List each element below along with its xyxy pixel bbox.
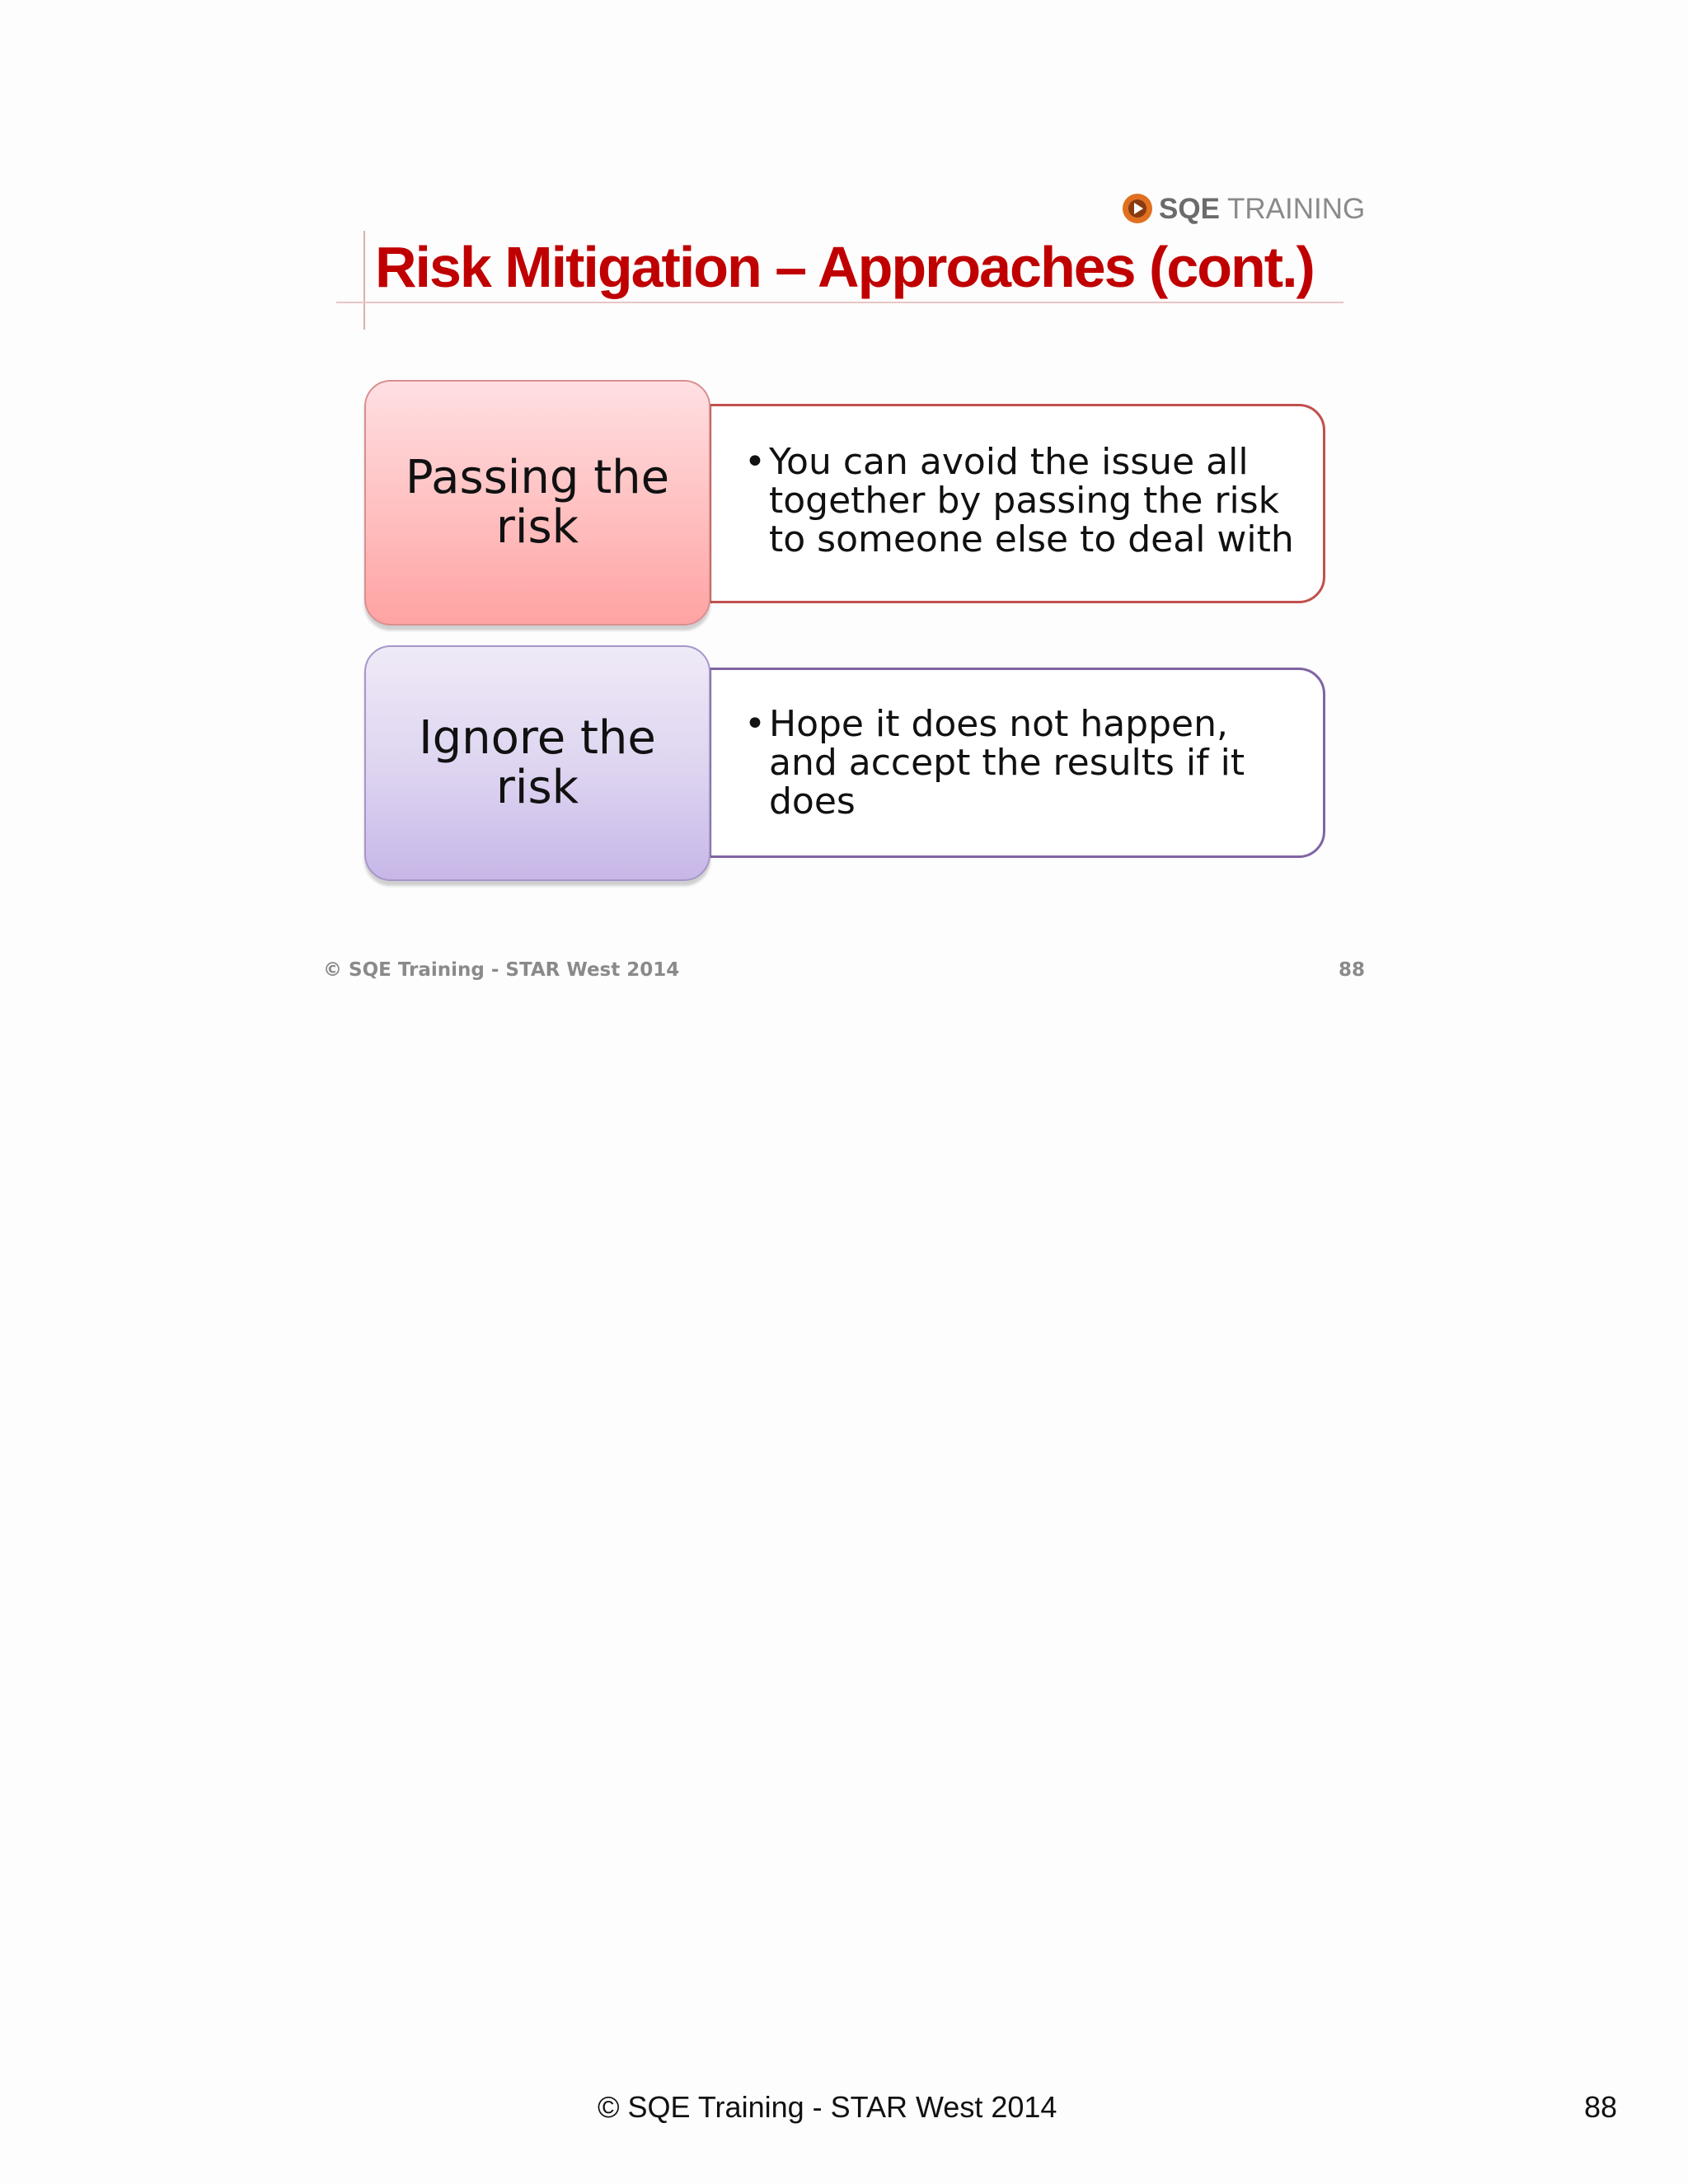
approach-label-box [364, 380, 710, 626]
approach-label-box [364, 645, 710, 881]
play-circle-icon [1121, 192, 1154, 225]
bullet-marker: • [744, 441, 766, 483]
approach-description: You can avoid the issue all together by passing the risk to someone else to deal with [769, 441, 1294, 560]
slide-copyright: © SQE Training - STAR West 2014 [323, 959, 680, 981]
approach-label: Ignore the risk [419, 711, 656, 814]
bullet-marker: • [744, 703, 766, 745]
approach-label: Passing the risk [405, 451, 670, 554]
slide-page-number: 88 [1339, 959, 1366, 981]
page-copyright: © SQE Training - STAR West 2014 [598, 2090, 1057, 2124]
logo-subtitle: TRAINING [1227, 192, 1366, 225]
title-vertical-rule [363, 231, 365, 330]
page-number: 88 [1584, 2090, 1618, 2124]
approach-description-box [709, 668, 1325, 858]
title-horizontal-rule [336, 302, 1343, 303]
sqe-training-logo [1121, 185, 1365, 232]
slide-title: Risk Mitigation – Approaches (cont.) [375, 235, 1314, 299]
approach-description-box [709, 404, 1325, 603]
logo-brand: SQE [1159, 192, 1220, 225]
approach-description: Hope it does not happen, and accept the results if it does [769, 703, 1245, 823]
